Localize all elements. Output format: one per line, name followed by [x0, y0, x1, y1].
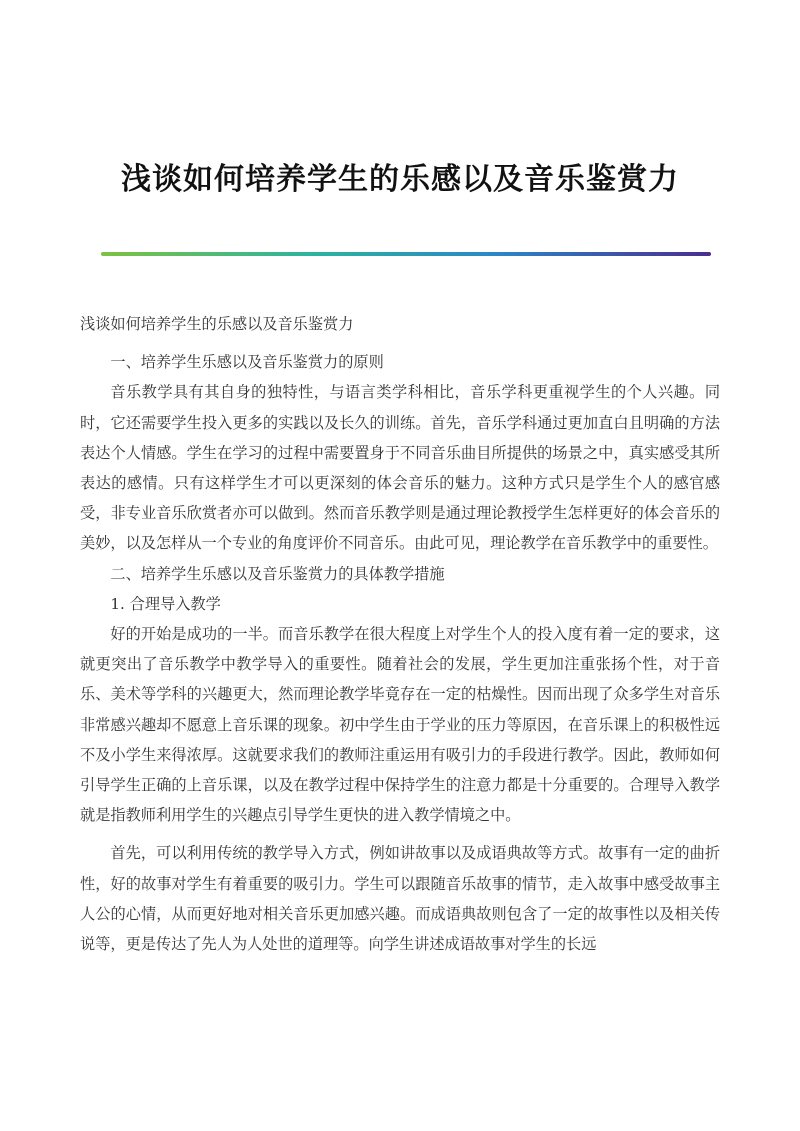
document-body: [80, 309, 720, 959]
section-heading-1: 一、培养学生乐感以及音乐鉴赏力的原则: [110, 353, 384, 372]
body-paragraph: 音乐教学具有其自身的独特性，与语言类学科相比，音乐学科更重视学生的个人兴趣。同时，它还需要学生投入更多的实践以及长久的训练。首先，音乐学科通过更加直白且明确的方法表达个人情感。学生在学习的过程中需要置身于不同音乐曲目所提供的场景之中，真实感受其所表达的感情。只有这样学生才可以更深刻的体会音乐的魅力。这种方式只是学生个人的感官感受，非专业音乐欣赏者亦可以做到。然而音乐教学则是通过理论教授学生怎样更好的体会音乐的美妙，以及怎样从一个专业的角度评价不同音乐。由此可见，理论教学在音乐教学中的重要性。: [80, 383, 720, 553]
section-heading-2: 二、培养学生乐感以及音乐鉴赏力的具体教学措施: [110, 564, 445, 583]
intro-heading: 浅谈如何培养学生的乐感以及音乐鉴赏力: [80, 315, 354, 333]
title-divider: [101, 252, 711, 256]
body-paragraph: 好的开始是成功的一半。而音乐教学在很大程度上对学生个人的投入度有着一定的要求，这就更突出了音乐教学中教学导入的重要性。随着社会的发展，学生更加注重张扬个性，对于音乐、美术等学科的兴趣更大，然而理论教学毕竟存在一定的枯燥性。因而出现了众多学生对音乐非常感兴趣却不愿意上音乐课的现象。初中学生由于学业的压力等原因，在音乐课上的积极性远不及小学生来得浓厚。这就要求我们的教师注重运用有吸引力的手段进行教学。因此，教师如何引导学生正确的上音乐课，以及在教学过程中保持学生的注意力都是十分重要的。合理导入教学就是指教师利用学生的兴趣点引导学生更快的进入教学情境之中。: [80, 625, 720, 825]
body-paragraph: 首先，可以利用传统的教学导入方式，例如讲故事以及成语典故等方式。故事有一定的曲折性，好的故事对学生有着重要的吸引力。学生可以跟随音乐故事的情节，走入故事中感受故事主人公的心情，从而更好地对相关音乐更加感兴趣。而成语典故则包含了一定的故事性以及相关传说等，更是传达了先人为人处世的道理等。向学生讲述成语故事对学生的长远: [80, 844, 720, 954]
page-title: 浅谈如何培养学生的乐感以及音乐鉴赏力: [121, 162, 679, 197]
subsection-heading: 1. 合理导入教学: [110, 594, 221, 613]
